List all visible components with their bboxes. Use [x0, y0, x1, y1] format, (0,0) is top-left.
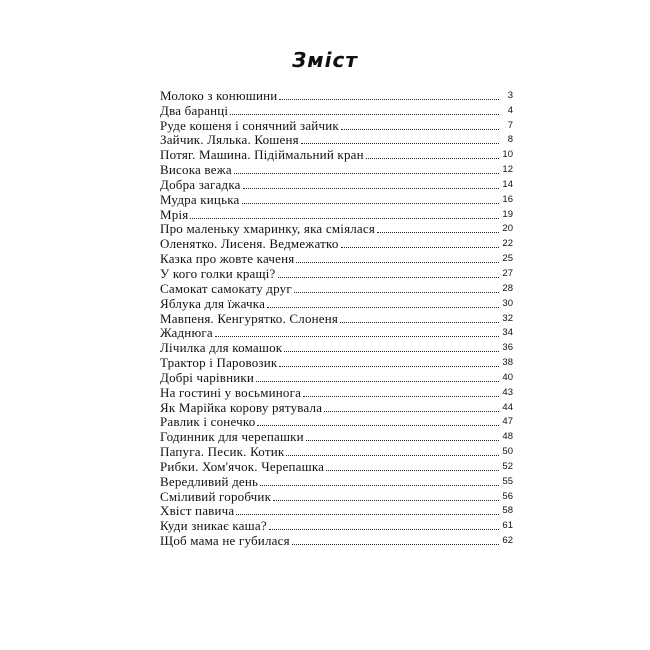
toc-entry-title: Добра загадка	[160, 176, 241, 192]
toc-entry	[160, 340, 513, 355]
toc-entry-title: Жаднюга	[160, 325, 213, 341]
toc-entry-title: Щоб мама не губилася	[160, 533, 290, 549]
toc-entry-page-number: 38	[502, 357, 513, 369]
toc-entry-title: Руде кошеня і сонячний зайчик	[160, 117, 339, 133]
dot-leader	[377, 232, 499, 233]
toc-entry-page-number: 27	[502, 267, 513, 279]
toc-entry	[160, 444, 513, 459]
toc-entry-page-number: 8	[507, 134, 513, 146]
toc-entry	[160, 162, 513, 177]
toc-entry-title: Казка про жовте каченя	[160, 251, 295, 267]
toc-entry-page-number: 16	[502, 193, 513, 205]
toc-entry-page-number: 22	[502, 238, 513, 250]
toc-entry-title: Вередливий день	[160, 473, 259, 489]
dot-leader	[234, 173, 499, 174]
toc-entry-page-number: 58	[502, 505, 513, 517]
dot-leader	[306, 440, 499, 441]
toc-entry	[160, 147, 513, 162]
dot-leader	[260, 485, 499, 486]
toc-entry-page-number: 43	[502, 386, 513, 398]
toc-entry-title: Яблука для їжачка	[160, 295, 266, 311]
dot-leader	[340, 322, 499, 323]
toc-entry-title: На гостині у восьминога	[160, 384, 302, 400]
toc-entry-page-number: 48	[502, 431, 513, 443]
toc-entry-page-number: 12	[502, 164, 513, 176]
dot-leader	[294, 292, 499, 293]
dot-leader	[303, 396, 499, 397]
dot-leader	[230, 114, 499, 115]
page-title: Зміст	[292, 48, 358, 72]
dot-leader	[341, 247, 499, 248]
toc-entry-page-number: 56	[502, 490, 513, 502]
dot-leader	[292, 544, 499, 545]
dot-leader	[366, 158, 499, 159]
toc-entry-page-number: 47	[502, 416, 513, 428]
toc-entry	[160, 385, 513, 400]
dot-leader	[257, 425, 499, 426]
toc-entry	[160, 459, 513, 474]
toc-entry	[160, 133, 513, 148]
dot-leader	[269, 529, 499, 530]
toc-entry-title: Зайчик. Лялька. Кошеня	[160, 132, 299, 148]
toc-entry-title: Мрія	[160, 206, 189, 222]
toc-entry-page-number: 28	[502, 282, 513, 294]
toc-entry	[160, 222, 513, 237]
toc-entry	[160, 251, 513, 266]
toc-entry-title: Мавпеня. Кенгурятко. Слоненя	[160, 310, 339, 326]
toc-entry	[160, 103, 513, 118]
toc-entry-page-number: 34	[502, 327, 513, 339]
toc-entry-page-number: 25	[502, 253, 513, 265]
toc-entry	[160, 236, 513, 251]
toc-entry-title: Папуга. Песик. Котик	[160, 444, 285, 460]
toc-entry	[160, 266, 513, 281]
toc-entry-title: Равлик і сонечко	[160, 414, 256, 430]
dot-leader	[296, 262, 499, 263]
toc-entry-title: Як Марійка корову рятувала	[160, 399, 323, 415]
toc-entry-title: Висока вежа	[160, 162, 232, 178]
toc-entry	[160, 177, 513, 192]
toc-entry	[160, 489, 513, 504]
dot-leader	[256, 381, 499, 382]
toc-entry-title: Оленятко. Лисеня. Ведмежатко	[160, 236, 339, 252]
toc-entry	[160, 281, 513, 296]
toc-entry-page-number: 19	[502, 208, 513, 220]
toc-entry	[160, 355, 513, 370]
toc-entry-title: Сміливий горобчик	[160, 488, 272, 504]
toc-entry-title: Лічилка для комашок	[160, 340, 283, 356]
toc-entry-title: Рибки. Хом'ячок. Черепашка	[160, 458, 325, 474]
toc-entry-page-number: 52	[502, 460, 513, 472]
toc-entry	[160, 415, 513, 430]
toc-entry-page-number: 14	[502, 178, 513, 190]
toc-entry-title: Самокат самокату друг	[160, 280, 292, 296]
dot-leader	[326, 470, 499, 471]
dot-leader	[286, 455, 499, 456]
toc-entry-title: У кого голки кращі?	[160, 265, 276, 281]
toc-entry	[160, 504, 513, 519]
dot-leader	[284, 351, 499, 352]
toc-entry-title: Хвіст павича	[160, 503, 235, 519]
dot-leader	[279, 366, 499, 367]
dot-leader	[279, 99, 499, 100]
dot-leader	[243, 188, 499, 189]
toc-entry	[160, 311, 513, 326]
toc-entry-page-number: 20	[502, 223, 513, 235]
dot-leader	[267, 307, 499, 308]
toc-entry	[160, 88, 513, 103]
toc-entry-title: Два баранці	[160, 102, 229, 118]
toc-entry-page-number: 61	[502, 520, 513, 532]
toc-entry-title: Мудра кицька	[160, 191, 240, 207]
dot-leader	[215, 336, 499, 337]
toc-entry-page-number: 55	[502, 475, 513, 487]
toc-entry-title: Добрі чарівники	[160, 369, 255, 385]
toc-entry	[160, 429, 513, 444]
dot-leader	[278, 277, 500, 278]
toc-entry	[160, 192, 513, 207]
toc-entry-page-number: 40	[502, 371, 513, 383]
dot-leader	[301, 143, 499, 144]
toc-entry-page-number: 3	[507, 89, 513, 101]
toc-entry-page-number: 10	[502, 149, 513, 161]
toc-entry	[160, 296, 513, 311]
dot-leader	[273, 500, 499, 501]
dot-leader	[341, 129, 499, 130]
toc-entry	[160, 326, 513, 341]
dot-leader	[190, 218, 499, 219]
toc-entry-page-number: 32	[502, 312, 513, 324]
toc-entry-title: Трактор і Паровозик	[160, 355, 278, 371]
toc-entry-title: Потяг. Машина. Підіймальний кран	[160, 147, 364, 163]
toc-entry-page-number: 4	[507, 104, 513, 116]
toc-entry-title: Годинник для черепашки	[160, 429, 304, 445]
toc-entry-title: Молоко з конюшини	[160, 87, 278, 103]
toc-entry-title: Куди зникає каша?	[160, 518, 267, 534]
toc-entry	[160, 533, 513, 548]
toc-entry-page-number: 36	[502, 342, 513, 354]
toc-entry	[160, 118, 513, 133]
toc-entry-page-number: 50	[502, 446, 513, 458]
dot-leader	[236, 514, 499, 515]
toc-entry	[160, 400, 513, 415]
dot-leader	[242, 203, 500, 204]
toc-entry	[160, 518, 513, 533]
toc-entry-page-number: 30	[502, 297, 513, 309]
toc-entry	[160, 474, 513, 489]
table-of-contents	[160, 88, 513, 548]
toc-entry	[160, 207, 513, 222]
toc-entry-title: Про маленьку хмаринку, яка сміялася	[160, 221, 376, 237]
toc-entry	[160, 370, 513, 385]
toc-entry-page-number: 62	[502, 535, 513, 547]
toc-entry-page-number: 44	[502, 401, 513, 413]
dot-leader	[324, 411, 499, 412]
toc-entry-page-number: 7	[507, 119, 513, 131]
